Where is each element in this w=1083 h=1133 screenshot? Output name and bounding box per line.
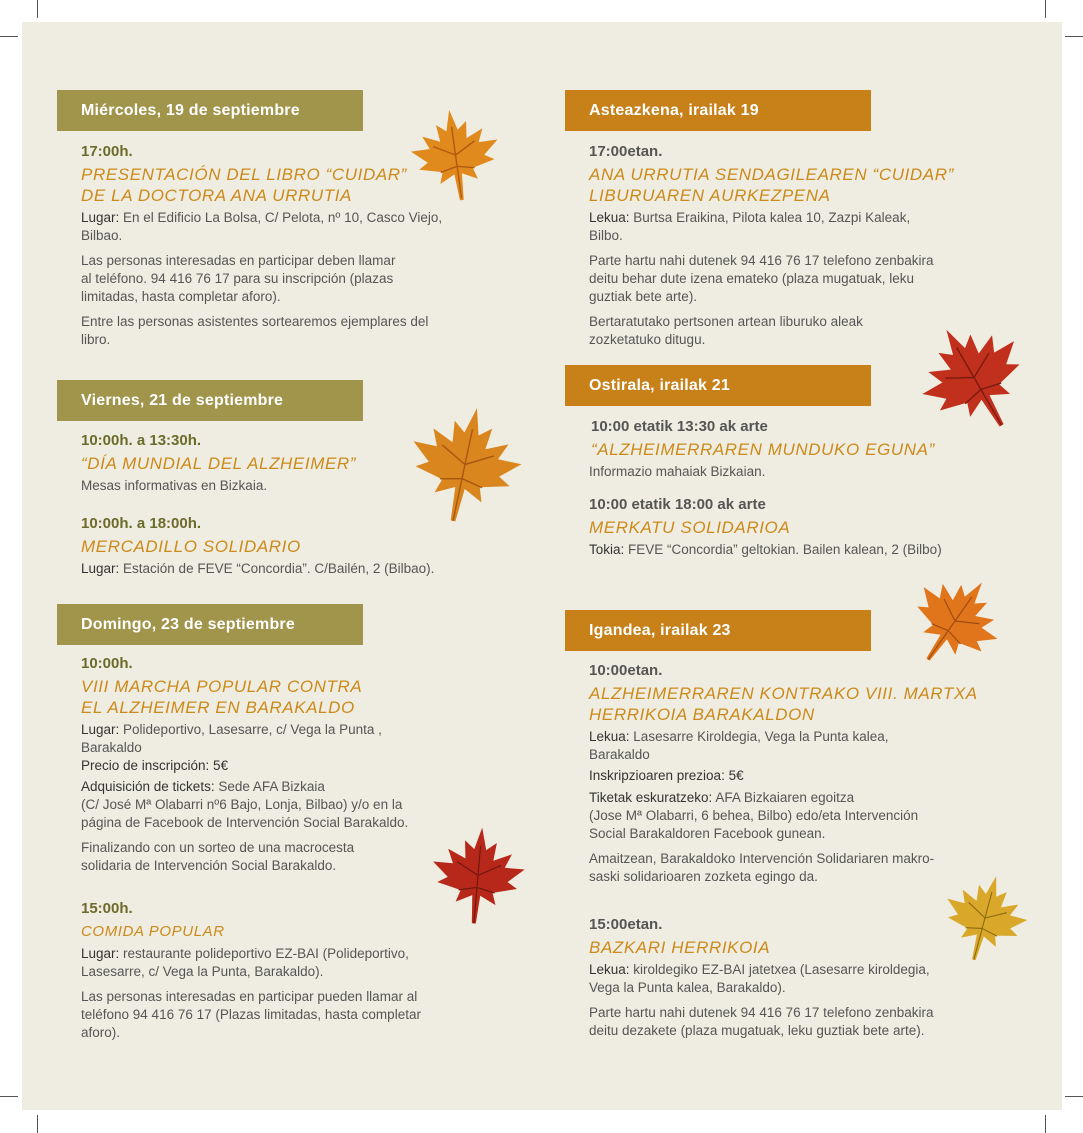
crop-mark bbox=[1045, 0, 1046, 18]
crop-mark bbox=[37, 1115, 38, 1133]
event-detail: Las personas interesadas en participar deben llamar al teléfono. 94 416 76 17 para su inscripción (plazas limitadas, hasta completar aforo). bbox=[81, 253, 396, 304]
maple-leaf-icon bbox=[905, 572, 1005, 670]
day-header: Igandea, irailak 23 bbox=[565, 610, 871, 651]
event-time: 15:00etan. bbox=[589, 916, 663, 933]
event-detail bbox=[81, 560, 501, 578]
detail-text: Estación de FEVE “Concordia”. C/Bailén, 2 (Bilbao). bbox=[119, 561, 435, 576]
detail-label: Tiketak eskuratzeko: bbox=[589, 790, 713, 805]
event-title: COMIDA POPULAR bbox=[81, 923, 225, 940]
day-header: Ostirala, irailak 21 bbox=[565, 365, 871, 406]
crop-mark bbox=[1045, 1115, 1046, 1133]
maple-leaf-icon bbox=[915, 320, 1033, 435]
day-header: Viernes, 21 de septiembre bbox=[57, 380, 363, 421]
detail-label: Inskripzioaren prezioa: 5€ bbox=[589, 768, 744, 783]
event-detail: Amaitzean, Barakaldoko Intervención Solidariaren makro- saski solidarioaren zozketa egingo da. bbox=[589, 851, 935, 884]
event-title: “DÍA MUNDIAL DEL ALZHEIMER” bbox=[81, 454, 357, 473]
event-detail bbox=[589, 209, 1009, 245]
event-title: VIII MARCHA POPULAR CONTRA EL ALZHEIMER EN BARAKALDO bbox=[81, 677, 363, 717]
event-time: 10:00 etatik 13:30 ak arte bbox=[591, 418, 768, 435]
detail-text: restaurante polideportivo EZ-BAI (Polideportivo, Lasesarre, c/ Vega la Punta, Barakaldo). bbox=[81, 946, 409, 979]
maple-leaf-icon bbox=[940, 872, 1030, 964]
detail-label: Lekua: bbox=[589, 962, 630, 977]
event-detail: Informazio mahaiak Bizkaian. bbox=[589, 464, 766, 479]
event-time: 10:00h. bbox=[81, 655, 133, 672]
event-detail bbox=[81, 757, 501, 775]
event-detail bbox=[81, 721, 501, 757]
detail-text: FEVE “Concordia” geltokian. Bailen kalean, 2 (Bilbo) bbox=[624, 542, 942, 557]
event-detail bbox=[589, 541, 1009, 559]
event-time: 17:00etan. bbox=[589, 143, 663, 160]
event-title: PRESENTACIÓN DEL LIBRO “CUIDAR” DE LA DOCTORA ANA URRUTIA bbox=[81, 165, 407, 205]
maple-leaf-icon bbox=[405, 402, 525, 527]
event-detail: Parte hartu nahi dutenek 94 416 76 17 telefono zenbakira deitu behar dute izena emateko (plaza mugatuak, leku guztiak bete arte). bbox=[589, 253, 934, 304]
day-header: Miércoles, 19 de septiembre bbox=[57, 90, 363, 131]
detail-label: Lekua: bbox=[589, 729, 630, 744]
event-time: 15:00h. bbox=[81, 900, 133, 917]
event-detail: Finalizando con un sorteo de una macrocesta solidaria de Intervención Social Barakaldo. bbox=[81, 840, 355, 873]
event-title: MERCADILLO SOLIDARIO bbox=[81, 537, 301, 556]
event-time: 17:00h. bbox=[81, 143, 133, 160]
detail-label: Tokia: bbox=[589, 542, 625, 557]
detail-text: En el Edificio La Bolsa, C/ Pelota, nº 10, Casco Viejo, Bilbao. bbox=[81, 210, 443, 243]
event-detail bbox=[81, 945, 501, 981]
detail-text: Lasesarre Kiroldegia, Vega la Punta kalea, Barakaldo bbox=[589, 729, 889, 762]
event-time: 10:00etan. bbox=[589, 662, 663, 679]
detail-label: Adquisición de tickets: bbox=[81, 779, 215, 794]
crop-mark bbox=[0, 1096, 18, 1097]
detail-label: Lugar: bbox=[81, 722, 120, 737]
event-detail bbox=[589, 728, 1009, 764]
event bbox=[589, 496, 1009, 566]
event-time: 10:00h. a 13:30h. bbox=[81, 432, 202, 449]
event-detail: Entre las personas asistentes sortearemos ejemplares del libro. bbox=[81, 314, 429, 347]
detail-label: Lugar: bbox=[81, 946, 120, 961]
detail-label: Lugar: bbox=[81, 561, 120, 576]
event-detail bbox=[589, 767, 1009, 785]
event-detail bbox=[81, 209, 501, 245]
maple-leaf-icon bbox=[408, 105, 503, 205]
event-detail bbox=[589, 961, 1009, 997]
event bbox=[589, 662, 1009, 893]
event-detail bbox=[589, 789, 1009, 843]
detail-text: Burtsa Eraikina, Pilota kalea 10, Zazpi Kaleak, Bilbo. bbox=[589, 210, 911, 243]
event-detail: Mesas informativas en Bizkaia. bbox=[81, 478, 268, 493]
crop-mark bbox=[0, 36, 18, 37]
crop-mark bbox=[1065, 1096, 1083, 1097]
detail-label: Precio de inscripción: 5€ bbox=[81, 758, 229, 773]
detail-text: kiroldegiko EZ-BAI jatetxea (Lasesarre kiroldegia, Vega la Punta kalea, Barakaldo). bbox=[589, 962, 930, 995]
event-title: MERKATU SOLIDARIOA bbox=[589, 518, 791, 537]
detail-label: Lekua: bbox=[589, 210, 630, 225]
event-title: ALZHEIMERRAREN KONTRAKO VIII. MARTXA HERRIKOIA BARAKALDON bbox=[589, 684, 978, 724]
detail-text: Polideportivo, Lasesarre, c/ Vega la Punta , Barakaldo bbox=[81, 722, 382, 755]
detail-text: AFA Bizkaiaren egoitza (Jose Mª Olabarri, 6 behea, Bilbo) edo/eta Intervención Social Barakaldoren Facebook gunean. bbox=[589, 790, 919, 841]
maple-leaf-icon bbox=[428, 818, 528, 933]
day-header: Domingo, 23 de septiembre bbox=[57, 604, 363, 645]
event-detail: Parte hartu nahi dutenek 94 416 76 17 telefono zenbakira deitu dezakete (plaza mugatuak, leku guztiak bete arte). bbox=[589, 1005, 934, 1038]
event-title: BAZKARI HERRIKOIA bbox=[589, 938, 771, 957]
event-detail: Bertaratutako pertsonen artean liburuko aleak zozketatuko ditugu. bbox=[589, 314, 863, 347]
crop-mark bbox=[37, 0, 38, 18]
detail-label: Lugar: bbox=[81, 210, 120, 225]
event-title: “ALZHEIMERRAREN MUNDUKO EGUNA” bbox=[591, 440, 935, 459]
detail-text: Sede AFA Bizkaia (C/ José Mª Olabarri nº6 Bajo, Lonja, Bilbao) y/o en la página de Facebook de Intervención Social Barakaldo. bbox=[81, 779, 409, 830]
event-time: 10:00h. a 18:00h. bbox=[81, 515, 202, 532]
event-time: 10:00 etatik 18:00 ak arte bbox=[589, 496, 766, 513]
crop-mark bbox=[1065, 36, 1083, 37]
day-header: Asteazkena, irailak 19 bbox=[565, 90, 871, 131]
event-title: ANA URRUTIA SENDAGILEAREN “CUIDAR” LIBURUAREN AURKEZPENA bbox=[589, 165, 954, 205]
event-detail: Las personas interesadas en participar pueden llamar al teléfono 94 416 76 17 (Plazas limitadas, hasta completar aforo). bbox=[81, 989, 421, 1040]
